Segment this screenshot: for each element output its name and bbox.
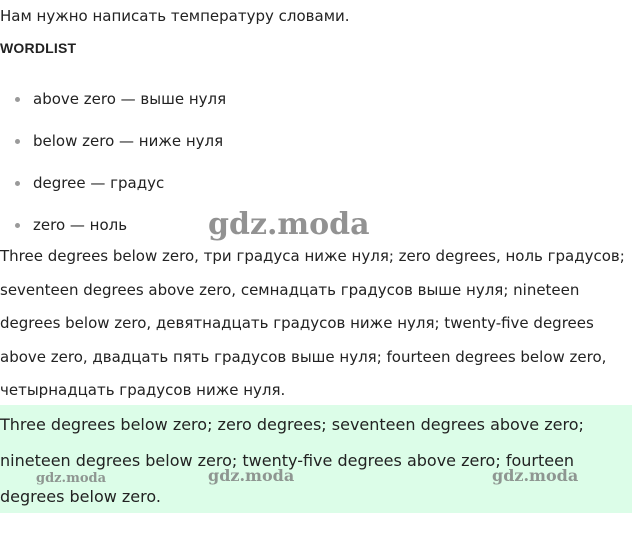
- watermark-logo: gdz.moda: [208, 207, 370, 242]
- wordlist-entry: below zero — ниже нуля: [33, 132, 224, 150]
- wordlist-entry: above zero — выше нуля: [33, 90, 227, 108]
- list-item: [0, 162, 632, 204]
- wordlist-entry: degree — градус: [33, 174, 165, 192]
- translation-paragraph: Three degrees below zero, три градуса ниже нуля; zero degrees, ноль градусов; seventeen degrees above zero, семнадцать градусов выше нуля; nineteen degrees below zero, девятнадцать градусов ниже нуля; twenty-five degrees above zero, двадцать пять градусов выше нуля; fourteen degrees below zero, четырнадцать градусов ниже нуля.: [0, 247, 625, 399]
- bullet-icon: [15, 181, 20, 186]
- wordlist-heading: WORDLIST: [0, 40, 77, 56]
- bullet-icon: [15, 139, 20, 144]
- wordlist-entry: zero — ноль: [33, 216, 128, 234]
- answer-box: [0, 405, 632, 513]
- answer-text: Three degrees below zero; zero degrees; seventeen degrees above zero; nineteen degrees below zero; twenty-five degrees above zero; fourteen degrees below zero.: [0, 415, 584, 506]
- bullet-icon: [15, 97, 20, 102]
- list-item: [0, 78, 632, 120]
- bullet-icon: [15, 223, 20, 228]
- list-item: [0, 120, 632, 162]
- intro-text: Нам нужно написать температуру словами.: [0, 7, 350, 25]
- watermark-logo: gdz.moda: [36, 471, 107, 486]
- watermark-logo: gdz.moda: [492, 466, 579, 485]
- watermark-logo: gdz.moda: [208, 466, 295, 485]
